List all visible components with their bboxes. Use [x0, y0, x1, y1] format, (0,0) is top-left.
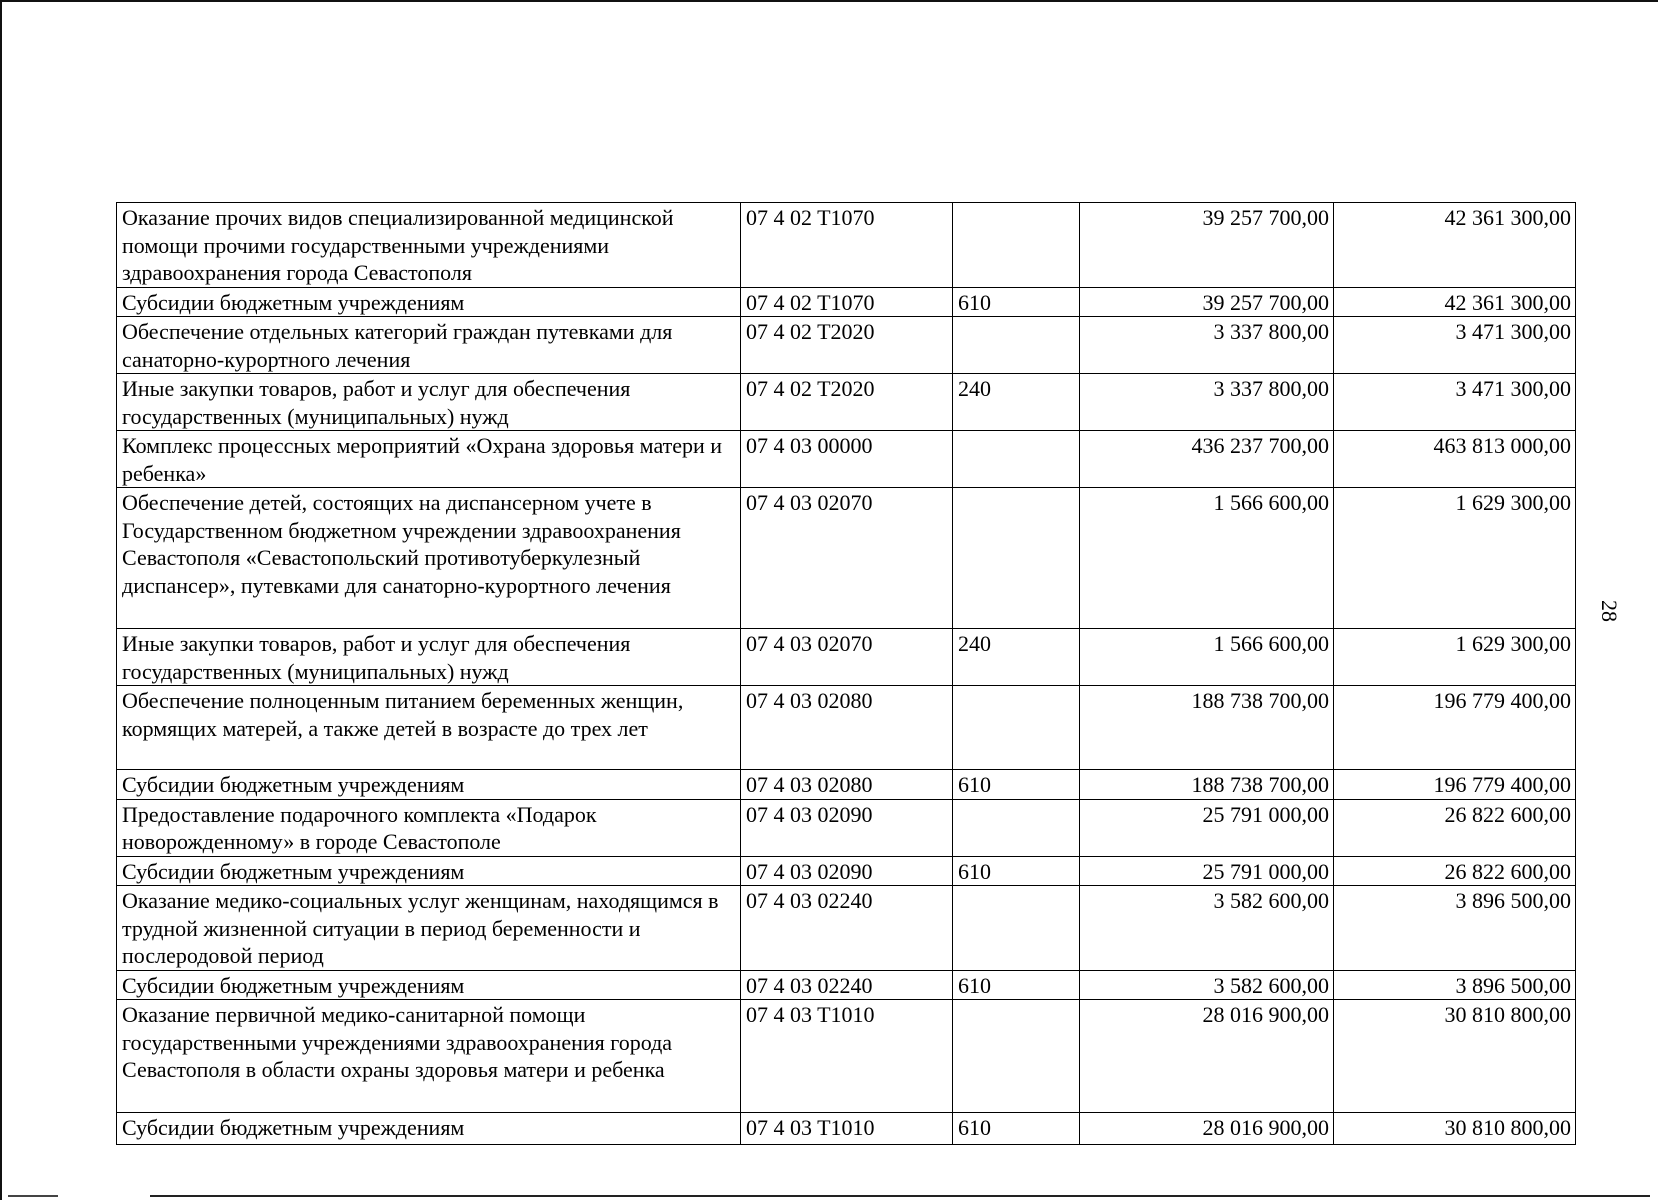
expense-type-code: [953, 686, 1080, 770]
budget-table-body: [117, 203, 1576, 1145]
expense-type-code: [953, 488, 1080, 629]
amount-second-year: 42 361 300,00: [1334, 203, 1576, 288]
amount-first-year: 39 257 700,00: [1080, 287, 1334, 317]
expense-name: Иные закупки товаров, работ и услуг для обеспечения государственных (муниципальных) нужд: [117, 374, 741, 431]
expense-type-code: 610: [953, 856, 1080, 886]
amount-second-year: 3 471 300,00: [1334, 317, 1576, 374]
table-row: [117, 431, 1576, 488]
table-row: [117, 287, 1576, 317]
scan-border-bottom-left: [8, 1195, 58, 1197]
table-row: [117, 770, 1576, 800]
expense-type-code: 610: [953, 970, 1080, 1000]
amount-first-year: 28 016 900,00: [1080, 1000, 1334, 1113]
expense-type-code: 610: [953, 770, 1080, 800]
amount-first-year: 3 337 800,00: [1080, 317, 1334, 374]
target-article-code: 07 4 03 02240: [741, 886, 953, 971]
amount-second-year: 26 822 600,00: [1334, 856, 1576, 886]
target-article-code: 07 4 03 02080: [741, 686, 953, 770]
amount-first-year: 28 016 900,00: [1080, 1113, 1334, 1145]
table-row: [117, 970, 1576, 1000]
expense-name: Обеспечение полноценным питанием беременных женщин, кормящих матерей, а также детей в возрасте до трех лет: [117, 686, 741, 770]
expense-type-code: [953, 886, 1080, 971]
expense-name: Субсидии бюджетным учреждениям: [117, 970, 741, 1000]
target-article-code: 07 4 03 02070: [741, 488, 953, 629]
amount-first-year: 39 257 700,00: [1080, 203, 1334, 288]
amount-first-year: 188 738 700,00: [1080, 686, 1334, 770]
amount-first-year: 188 738 700,00: [1080, 770, 1334, 800]
amount-second-year: 1 629 300,00: [1334, 629, 1576, 686]
target-article-code: 07 4 03 T1010: [741, 1113, 953, 1145]
expense-name: Оказание первичной медико-санитарной помощи государственными учреждениями здравоохранения города Севастополя в области охраны здоровья матери и ребенка: [117, 1000, 741, 1113]
table-row: [117, 1000, 1576, 1113]
amount-second-year: 3 896 500,00: [1334, 970, 1576, 1000]
amount-first-year: 25 791 000,00: [1080, 856, 1334, 886]
expense-name: Комплекс процессных мероприятий «Охрана здоровья матери и ребенка»: [117, 431, 741, 488]
target-article-code: 07 4 03 T1010: [741, 1000, 953, 1113]
amount-first-year: 3 582 600,00: [1080, 970, 1334, 1000]
expense-name: Субсидии бюджетным учреждениям: [117, 1113, 741, 1145]
scan-border-bottom: [150, 1195, 1650, 1197]
expense-name: Субсидии бюджетным учреждениям: [117, 287, 741, 317]
amount-second-year: 26 822 600,00: [1334, 799, 1576, 856]
target-article-code: 07 4 03 00000: [741, 431, 953, 488]
expense-name: Обеспечение отдельных категорий граждан путевками для санаторно-курортного лечения: [117, 317, 741, 374]
scan-border-left: [0, 0, 2, 1200]
target-article-code: 07 4 03 02090: [741, 799, 953, 856]
amount-second-year: 196 779 400,00: [1334, 686, 1576, 770]
amount-first-year: 3 337 800,00: [1080, 374, 1334, 431]
expense-type-code: [953, 317, 1080, 374]
target-article-code: 07 4 03 02240: [741, 970, 953, 1000]
amount-second-year: 42 361 300,00: [1334, 287, 1576, 317]
amount-second-year: 30 810 800,00: [1334, 1000, 1576, 1113]
table-row: [117, 1113, 1576, 1145]
target-article-code: 07 4 03 02090: [741, 856, 953, 886]
target-article-code: 07 4 02 T2020: [741, 374, 953, 431]
amount-second-year: 3 471 300,00: [1334, 374, 1576, 431]
table-row: [117, 886, 1576, 971]
expense-name: Субсидии бюджетным учреждениям: [117, 856, 741, 886]
expense-type-code: [953, 431, 1080, 488]
table-row: [117, 799, 1576, 856]
scan-border-top: [0, 0, 1658, 2]
amount-first-year: 436 237 700,00: [1080, 431, 1334, 488]
table-row: [117, 203, 1576, 288]
expense-name: Обеспечение детей, состоящих на диспансерном учете в Государственном бюджетном учреждении здравоохранения Севастополя «Севастопольский противотуберкулезный диспансер», путевками для санаторно-курортного лечения: [117, 488, 741, 629]
expense-name: Иные закупки товаров, работ и услуг для обеспечения государственных (муниципальных) нужд: [117, 629, 741, 686]
table-row: [117, 488, 1576, 629]
amount-first-year: 1 566 600,00: [1080, 629, 1334, 686]
amount-second-year: 30 810 800,00: [1334, 1113, 1576, 1145]
target-article-code: 07 4 02 T2020: [741, 317, 953, 374]
expense-type-code: 240: [953, 374, 1080, 431]
amount-second-year: 3 896 500,00: [1334, 886, 1576, 971]
amount-first-year: 25 791 000,00: [1080, 799, 1334, 856]
expense-name: Оказание прочих видов специализированной медицинской помощи прочими государственными учреждениями здравоохранения города Севастополя: [117, 203, 741, 288]
expense-name: Предоставление подарочного комплекта «Подарок новорожденному» в городе Севастополе: [117, 799, 741, 856]
table-row: [117, 856, 1576, 886]
expense-type-code: 610: [953, 287, 1080, 317]
expense-type-code: 610: [953, 1113, 1080, 1145]
table-row: [117, 686, 1576, 770]
amount-first-year: 3 582 600,00: [1080, 886, 1334, 971]
table-row: [117, 374, 1576, 431]
page-number: 28: [1597, 600, 1622, 622]
amount-second-year: 463 813 000,00: [1334, 431, 1576, 488]
expense-type-code: 240: [953, 629, 1080, 686]
expense-name: Субсидии бюджетным учреждениям: [117, 770, 741, 800]
amount-second-year: 1 629 300,00: [1334, 488, 1576, 629]
table-row: [117, 629, 1576, 686]
amount-first-year: 1 566 600,00: [1080, 488, 1334, 629]
amount-second-year: 196 779 400,00: [1334, 770, 1576, 800]
target-article-code: 07 4 02 T1070: [741, 287, 953, 317]
budget-table: [116, 202, 1576, 1145]
target-article-code: 07 4 03 02070: [741, 629, 953, 686]
expense-type-code: [953, 799, 1080, 856]
expense-type-code: [953, 1000, 1080, 1113]
target-article-code: 07 4 03 02080: [741, 770, 953, 800]
table-row: [117, 317, 1576, 374]
target-article-code: 07 4 02 T1070: [741, 203, 953, 288]
expense-name: Оказание медико-социальных услуг женщинам, находящимся в трудной жизненной ситуации в период беременности и послеродовой период: [117, 886, 741, 971]
expense-type-code: [953, 203, 1080, 288]
